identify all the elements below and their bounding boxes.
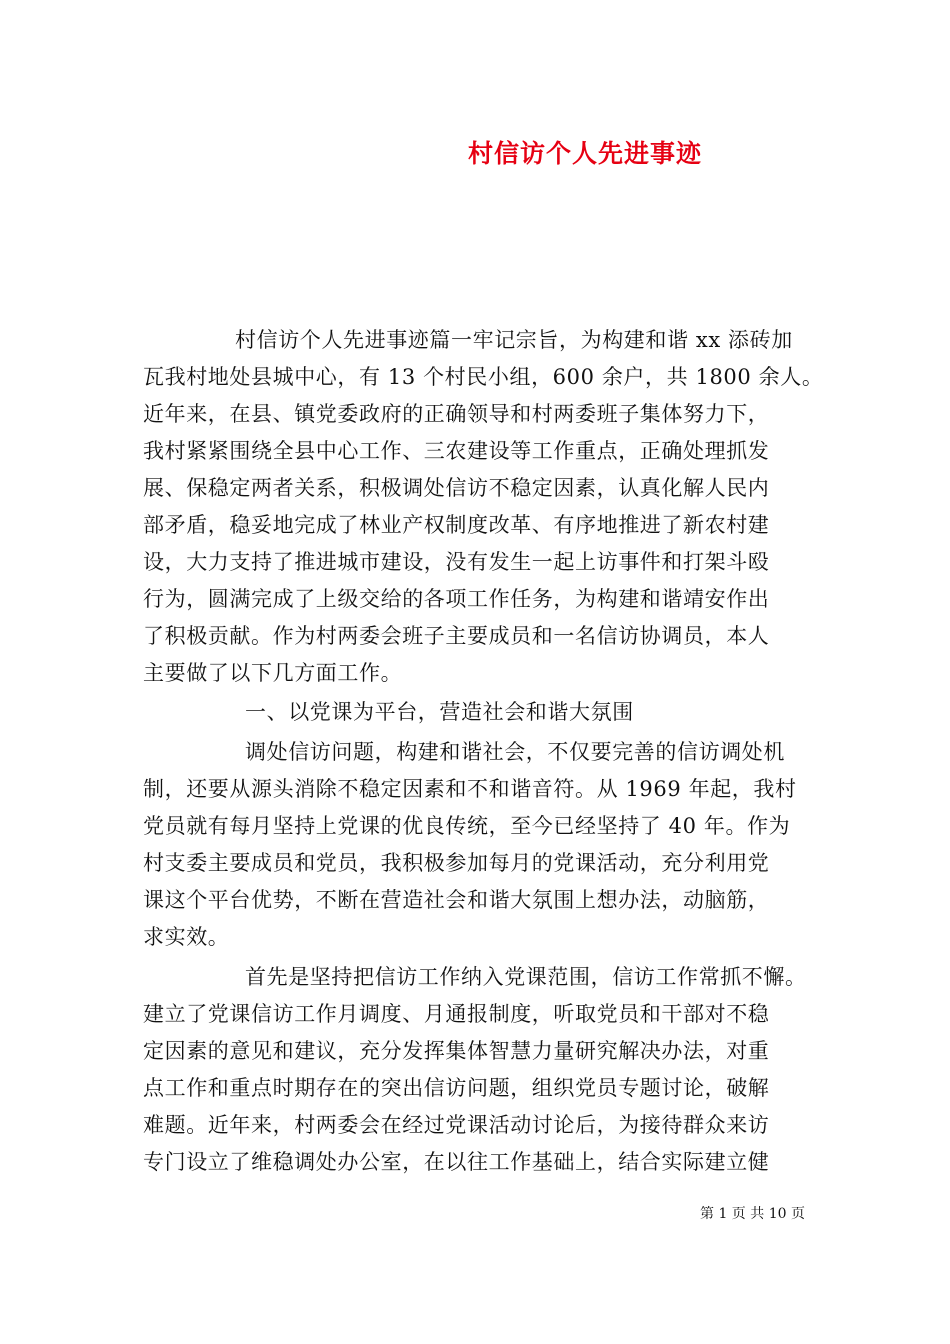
paragraph-line: 设，大力支持了推进城市建设，没有发生一起上访事件和打架斗殴: [143, 550, 770, 574]
paragraph-line: 行为，圆满完成了上级交给的各项工作任务，为构建和谐靖安作出: [143, 587, 770, 611]
paragraph-line: 专门设立了维稳调处办公室，在以往工作基础上，结合实际建立健: [143, 1150, 770, 1174]
paragraph-line: 建立了党课信访工作月调度、月通报制度，听取党员和干部对不稳: [143, 1002, 770, 1026]
paragraph-line: 村支委主要成员和党员，我积极参加每月的党课活动，充分利用党: [143, 851, 770, 875]
paragraph-line: 难题。近年来，村两委会在经过党课活动讨论后，为接待群众来访: [143, 1113, 770, 1137]
paragraph-line: 定因素的意见和建议，充分发挥集体智慧力量研究解决办法，对重: [143, 1039, 770, 1063]
paragraph-line: 村信访个人先进事迹篇一牢记宗旨，为构建和谐 xx 添砖加: [235, 328, 793, 352]
paragraph-line: 课这个平台优势，不断在营造社会和谐大氛围上想办法，动脑筋，: [143, 888, 770, 912]
section-heading: 一、以党课为平台，营造社会和谐大氛围: [245, 700, 634, 724]
page-number-footer: 第 1 页 共 10 页: [700, 1206, 805, 1222]
paragraph-line: 党员就有每月坚持上党课的优良传统，至今已经坚持了 40 年。作为: [143, 814, 791, 838]
paragraph-line: 主要做了以下几方面工作。: [143, 661, 403, 685]
paragraph-line: 点工作和重点时期存在的突出信访问题，组织党员专题讨论，破解: [143, 1076, 770, 1100]
paragraph-line: 近年来，在县、镇党委政府的正确领导和村两委班子集体努力下，: [143, 402, 770, 426]
paragraph-line: 了积极贡献。作为村两委会班子主要成员和一名信访协调员，本人: [143, 624, 770, 648]
paragraph-line: 求实效。: [143, 925, 230, 949]
page-title: 村信访个人先进事迹: [467, 139, 702, 168]
paragraph-line: 展、保稳定两者关系，积极调处信访不稳定因素，认真化解人民内: [143, 476, 770, 500]
paragraph-line: 我村紧紧围绕全县中心工作、三农建设等工作重点，正确处理抓发: [143, 439, 770, 463]
paragraph-line: 首先是坚持把信访工作纳入党课范围，信访工作常抓不懈。: [245, 965, 807, 989]
paragraph-line: 瓦我村地处县城中心，有 13 个村民小组，600 余户，共 1800 余人。: [143, 365, 824, 389]
paragraph-line: 制，还要从源头消除不稳定因素和不和谐音符。从 1969 年起，我村: [143, 777, 797, 801]
paragraph-line: 部矛盾，稳妥地完成了林业产权制度改革、有序地推进了新农村建: [143, 513, 770, 537]
paragraph-line: 调处信访问题，构建和谐社会，不仅要完善的信访调处机: [245, 740, 785, 764]
